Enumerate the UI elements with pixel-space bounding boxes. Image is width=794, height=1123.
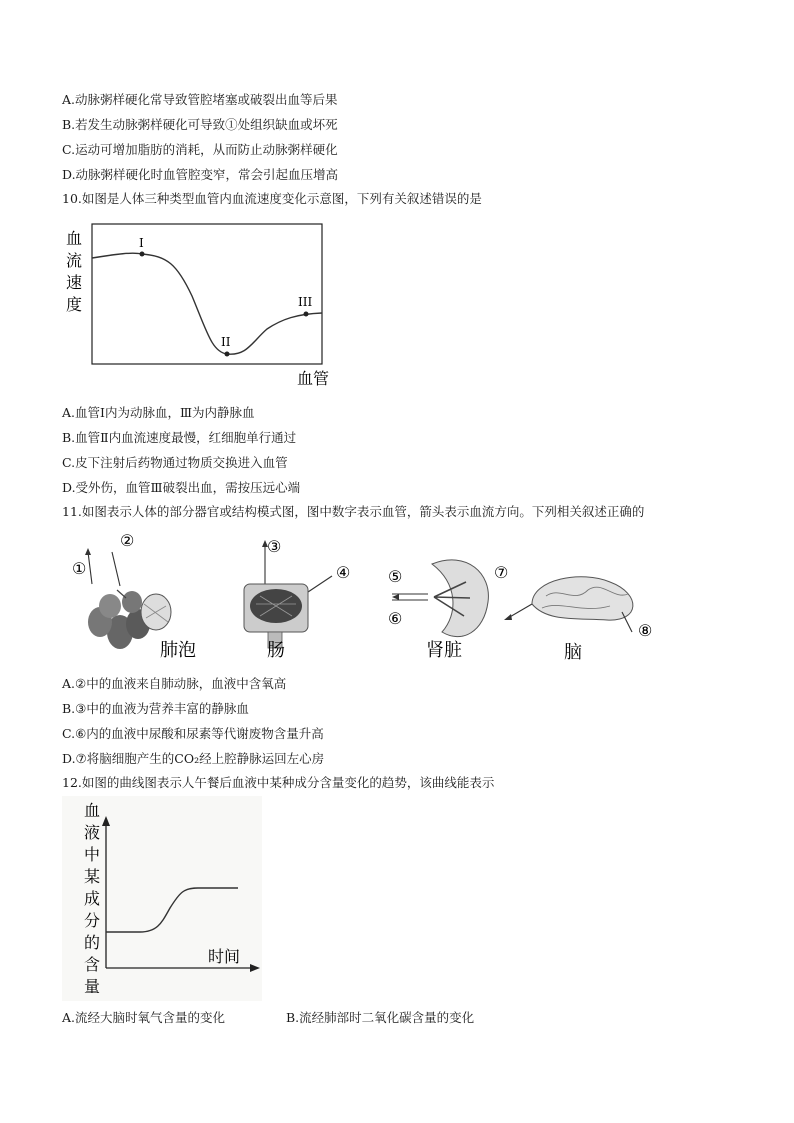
q11-option-a: A.②中的血液来自肺动脉，血液中含氧高 xyxy=(62,676,287,691)
q11-num-6: ⑥ xyxy=(388,609,403,628)
q11-num-5: ⑤ xyxy=(388,567,403,586)
q12-ylabel-5: 分 xyxy=(84,911,101,930)
q11-label-kidney: 肾脏 xyxy=(426,640,462,661)
q10-option-b: B.血管Ⅱ内血流速度最慢，红细胞单行通过 xyxy=(62,430,297,445)
q10-label-iii: III xyxy=(298,295,313,309)
q12-stem: 12.如图的曲线图表示人午餐后血液中某种成分含量变化的趋势，该曲线能表示 xyxy=(62,775,495,790)
q11-num-2: ② xyxy=(120,531,135,550)
q12-curve-figure xyxy=(62,796,262,1001)
q10-flow-curve xyxy=(92,253,322,354)
q10-option-a: A.血管Ⅰ内为动脉血，Ⅲ为内静脉血 xyxy=(62,405,255,420)
q11-organs-figure xyxy=(62,524,682,669)
q10-ylabel-0: 血 xyxy=(66,229,83,248)
q9-option-c: C.运动可增加脂肪的消耗，从而防止动脉粥样硬化 xyxy=(62,142,338,157)
q11-num-7: ⑦ xyxy=(494,563,509,582)
q12-ylabel-4: 成 xyxy=(84,889,101,908)
intestine-illustration xyxy=(244,537,350,661)
q10-point-iii xyxy=(304,312,309,317)
q10-ylabel-3: 度 xyxy=(66,295,83,314)
q10-ylabel-2: 速 xyxy=(66,273,83,292)
q12-ylabel-7: 含 xyxy=(84,955,101,974)
q11-num-1: ① xyxy=(72,559,87,578)
brain-illustration xyxy=(494,563,652,663)
q12-ylabel-6: 的 xyxy=(84,933,101,952)
q12-option-b: B.流经肺部时二氧化碳含量的变化 xyxy=(286,1010,475,1025)
q10-option-d: D.受外伤，血管Ⅲ破裂出血，需按压远心端 xyxy=(62,480,301,495)
q10-stem: 10.如图是人体三种类型血管内血流速度变化示意图，下列有关叙述错误的是 xyxy=(62,191,482,206)
q10-point-ii xyxy=(225,352,230,357)
q11-option-c: C.⑥内的血液中尿酸和尿素等代谢废物含量升高 xyxy=(62,726,324,741)
q12-ylabel-0: 血 xyxy=(84,801,101,820)
q12-ylabel-8: 量 xyxy=(84,977,101,996)
q10-ylabel-1: 流 xyxy=(66,251,83,270)
q12-option-a: A.流经大脑时氧气含量的变化 xyxy=(62,1010,226,1025)
q12-ylabel-1: 液 xyxy=(84,823,101,842)
q11-label-brain: 脑 xyxy=(564,642,582,663)
q10-point-i xyxy=(140,252,145,257)
q9-option-d: D.动脉粥样硬化时血管腔变窄，常会引起血压增高 xyxy=(62,167,339,182)
q12-xlabel: 时间 xyxy=(208,947,241,966)
kidney-illustration xyxy=(388,560,488,661)
q12-ylabel-2: 中 xyxy=(84,845,101,864)
q10-label-ii: II xyxy=(221,335,231,349)
q10-label-i: I xyxy=(139,236,144,250)
q11-stem: 11.如图表示人体的部分器官或结构模式图，图中数字表示血管，箭头表示血流方向。下列相关叙述正确的 xyxy=(62,504,645,519)
q11-option-b: B.③中的血液为营养丰富的静脉血 xyxy=(62,701,249,716)
q12-ylabel-3: 某 xyxy=(84,867,101,886)
q9-option-a: A.动脉粥样硬化常导致管腔堵塞或破裂出血等后果 xyxy=(62,92,338,107)
q10-blood-flow-figure xyxy=(62,214,342,394)
q11-label-intestine: 肠 xyxy=(267,640,285,661)
q9-option-b: B.若发生动脉粥样硬化可导致①处组织缺血或坏死 xyxy=(62,117,338,132)
lung-alveoli-illustration xyxy=(72,531,196,661)
q11-label-lung: 肺泡 xyxy=(160,640,196,661)
q11-num-3: ③ xyxy=(267,537,282,556)
q11-num-4: ④ xyxy=(336,563,351,582)
q10-option-c: C.皮下注射后药物通过物质交换进入血管 xyxy=(62,455,288,470)
q11-option-d: D.⑦将脑细胞产生的CO₂经上腔静脉运回左心房 xyxy=(62,751,325,766)
q11-num-8: ⑧ xyxy=(638,621,653,640)
q10-xlabel: 血管 xyxy=(297,369,330,388)
